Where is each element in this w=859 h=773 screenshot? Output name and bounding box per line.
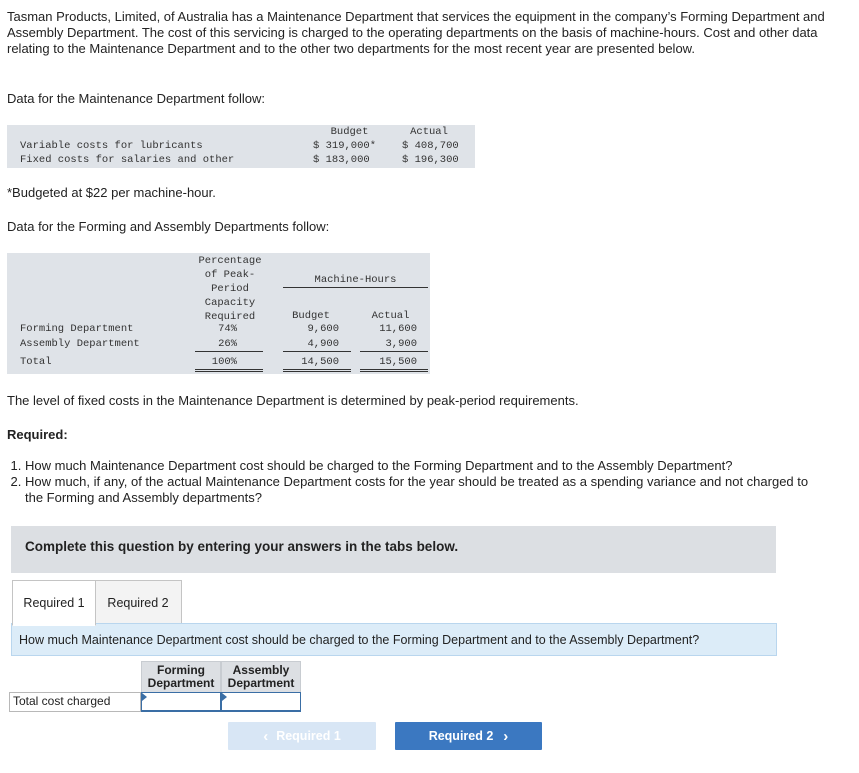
prev-button-label: Required 1 xyxy=(276,729,341,743)
budget-subtotal-rule xyxy=(283,351,351,352)
maint-col-budget: Budget xyxy=(330,126,369,138)
dept-row-budget: 9,600 xyxy=(307,323,339,335)
next-button-label: Required 2 xyxy=(428,729,494,743)
chevron-left-icon: ‹ xyxy=(263,727,269,745)
prev-required-button[interactable] xyxy=(228,722,376,750)
maint-col-actual: Actual xyxy=(410,126,448,138)
dept-row-actual: 11,600 xyxy=(379,323,417,335)
tab-question-band xyxy=(11,623,777,656)
tab-required-1[interactable]: Required 1 xyxy=(12,580,96,626)
answer-col-forming: Forming Department xyxy=(141,661,221,693)
dept-total-label: Total xyxy=(20,356,52,368)
maintenance-heading: Data for the Maintenance Department follow: xyxy=(7,91,265,106)
actual-subtotal-rule xyxy=(360,351,428,352)
assembly-cost-cell xyxy=(221,692,301,712)
dept-col-budget: Budget xyxy=(292,310,330,322)
maint-row-budget: $ 183,000 xyxy=(313,154,370,166)
question-item: 1. How much Maintenance Department cost should be charged to the Forming Department and to the Assembly Department? xyxy=(25,458,825,474)
actual-total-rule xyxy=(360,369,428,372)
forming-cost-input[interactable] xyxy=(141,692,221,712)
maint-row-actual: $ 408,700 xyxy=(402,140,459,152)
dept-col-actual: Actual xyxy=(371,310,410,322)
pct-total-rule xyxy=(195,369,263,372)
machine-hours-header: Machine-Hours xyxy=(283,274,428,288)
required-label: Required: xyxy=(7,427,68,442)
tab-required-2[interactable]: Required 2 xyxy=(95,580,182,625)
dept-row-label: Forming Department xyxy=(20,323,134,335)
dept-row-budget: 4,900 xyxy=(307,338,339,350)
maintenance-data-table xyxy=(7,125,475,168)
departments-heading: Data for the Forming and Assembly Departments follow: xyxy=(7,219,330,234)
assembly-cost-input[interactable] xyxy=(221,692,301,712)
instruction-text: Complete this question by entering your answers in the tabs below. xyxy=(25,539,459,554)
maint-row-label: Fixed costs for salaries and other xyxy=(20,154,235,166)
entry-marker-icon xyxy=(222,693,227,701)
question-item: 2. How much, if any, of the actual Maintenance Department costs for the year should be treated as a spending variance and not charged to the Forming and Assembly departments? xyxy=(25,474,825,506)
answer-row-label: Total cost charged xyxy=(9,692,141,712)
dept-row-actual: 3,900 xyxy=(385,338,417,350)
dept-total-pct: 100% xyxy=(211,356,237,368)
maint-row-label: Variable costs for lubricants xyxy=(20,140,203,152)
dept-row-label: Assembly Department xyxy=(20,338,140,350)
next-required-button[interactable] xyxy=(395,722,542,750)
budget-total-rule xyxy=(283,369,351,372)
tab-question-text: How much Maintenance Department cost should be charged to the Forming Department and to the Assembly Department? xyxy=(19,633,700,647)
question-list xyxy=(5,458,825,506)
departments-data-table xyxy=(7,253,430,374)
entry-marker-icon xyxy=(142,693,147,701)
pct-capacity-header: Percentage of Peak- Period Capacity Required xyxy=(198,255,262,323)
maint-row-budget: $ 319,000* xyxy=(313,140,377,152)
maint-row-actual: $ 196,300 xyxy=(402,154,459,166)
chevron-right-icon: › xyxy=(503,727,509,745)
fixed-cost-note: The level of fixed costs in the Maintenance Department is determined by peak-period requirements. xyxy=(7,393,579,408)
intro-paragraph: Tasman Products, Limited, of Australia has a Maintenance Department that services the equipment in the company’s Forming Department and Assembly Department. The cost of this servicing is charged to the operating departments on the basis of machine-hours. Cost and other data relating to the Maintenance Department and to the other two departments for the most recent year are presented below. xyxy=(7,9,825,56)
pct-subtotal-rule xyxy=(195,351,263,352)
budget-footnote: *Budgeted at $22 per machine-hour. xyxy=(7,185,216,200)
dept-total-actual: 15,500 xyxy=(379,356,417,368)
instruction-banner xyxy=(11,526,776,573)
dept-row-pct: 74% xyxy=(218,323,237,335)
dept-row-pct: 26% xyxy=(218,338,237,350)
forming-cost-cell xyxy=(141,692,221,712)
dept-total-budget: 14,500 xyxy=(301,356,339,368)
answer-col-assembly: Assembly Department xyxy=(221,661,301,693)
